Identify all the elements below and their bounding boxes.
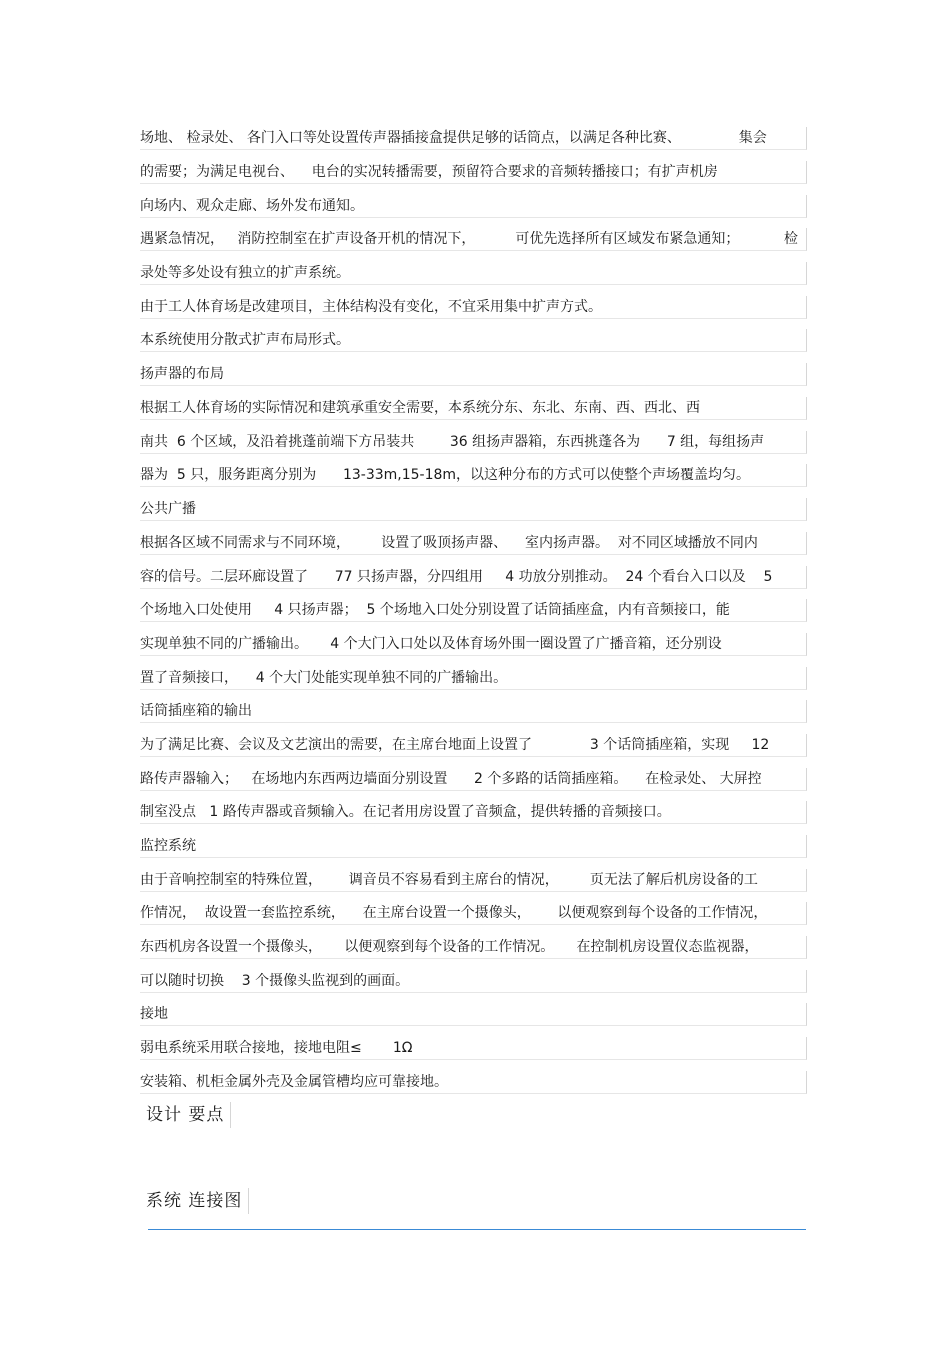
paragraph-line: 为了满足比赛、会议及文艺演出的需要，在主席台地面上设置了 3 个话筒插座箱，实现 12 [140,734,807,757]
paragraph-line: 遇紧急情况， 消防控制室在扩声设备开机的情况下， 可优先选择所有区域发布紧急通知； 检 [140,228,807,251]
paragraph-line: 个场地入口处使用 4 只扬声器； 5 个场地入口处分别设置了话筒插座盒，内有音频接口，能 [140,599,807,622]
paragraph-line: 作情况， 故设置一套监控系统， 在主席台设置一个摄像头， 以便观察到每个设备的工作情况， [140,902,807,925]
paragraph-line: 南共 6 个区域，及沿着挑蓬前端下方吊装共 36 组扬声器箱，东西挑蓬各为 7 组，每组扬声 [140,431,807,454]
section-heading-system-diagram: 系统 连接图 [146,1188,249,1214]
section-divider [148,1229,806,1230]
paragraph-line: 录处等多处设有独立的扩声系统。 [140,262,807,285]
paragraph-line: 由于工人体育场是改建项目，主体结构没有变化，不宜采用集中扩声方式。 [140,296,807,319]
paragraph-line: 容的信号。二层环廊设置了 77 只扬声器，分四组用 4 功放分别推动。 24 个看台入口以及 5 [140,566,807,589]
paragraph-line: 东西机房各设置一个摄像头， 以便观察到每个设备的工作情况。 在控制机房设置仪态监视器， [140,936,807,959]
subsection-heading: 话筒插座箱的输出 [140,700,807,723]
paragraph-line: 实现单独不同的广播输出。 4 个大门入口处以及体育场外围一圈设置了广播音箱，还分别设 [140,633,807,656]
paragraph-line: 路传声器输入； 在场地内东西两边墙面分别设置 2 个多路的话筒插座箱。 在检录处、 大屏控 [140,768,807,791]
subsection-heading: 接地 [140,1003,807,1026]
paragraph-line: 可以随时切换 3 个摄像头监视到的画面。 [140,970,807,993]
paragraph-line: 安装箱、机柜金属外壳及金属管槽均应可靠接地。 [140,1071,807,1094]
paragraph-line: 置了音频接口， 4 个大门处能实现单独不同的广播输出。 [140,667,807,690]
paragraph-line: 的需要；为满足电视台、 电台的实况转播需要，预留符合要求的音频转播接口；有扩声机房 [140,161,807,184]
paragraph-line: 弱电系统采用联合接地，接地电阻≤ 1Ω [140,1037,807,1060]
subsection-heading: 监控系统 [140,835,807,858]
paragraph-line: 向场内、观众走廊、场外发布通知。 [140,195,807,218]
section-heading-design-points: 设计 要点 [146,1102,231,1128]
paragraph-line: 本系统使用分散式扩声布局形式。 [140,329,807,352]
paragraph-line: 根据各区域不同需求与不同环境， 设置了吸顶扬声器、 室内扬声器。 对不同区域播放不同内 [140,532,807,555]
subsection-heading: 公共广播 [140,498,807,521]
paragraph-line: 器为 5 只，服务距离分别为 13-33m,15-18m，以这种分布的方式可以使整个声场覆盖均匀。 [140,464,807,487]
subsection-heading: 扬声器的布局 [140,363,807,386]
paragraph-line: 由于音响控制室的特殊位置， 调音员不容易看到主席台的情况， 页无法了解后机房设备的工 [140,869,807,892]
paragraph-line: 场地、 检录处、 各门入口等处设置传声器插接盒提供足够的话筒点，以满足各种比赛、 集会 [140,127,807,150]
paragraph-line: 根据工人体育场的实际情况和建筑承重安全需要，本系统分东、东北、东南、西、西北、西 [140,397,807,420]
paragraph-line: 制室没点 1 路传声器或音频输入。在记者用房设置了音频盒，提供转播的音频接口。 [140,801,807,824]
